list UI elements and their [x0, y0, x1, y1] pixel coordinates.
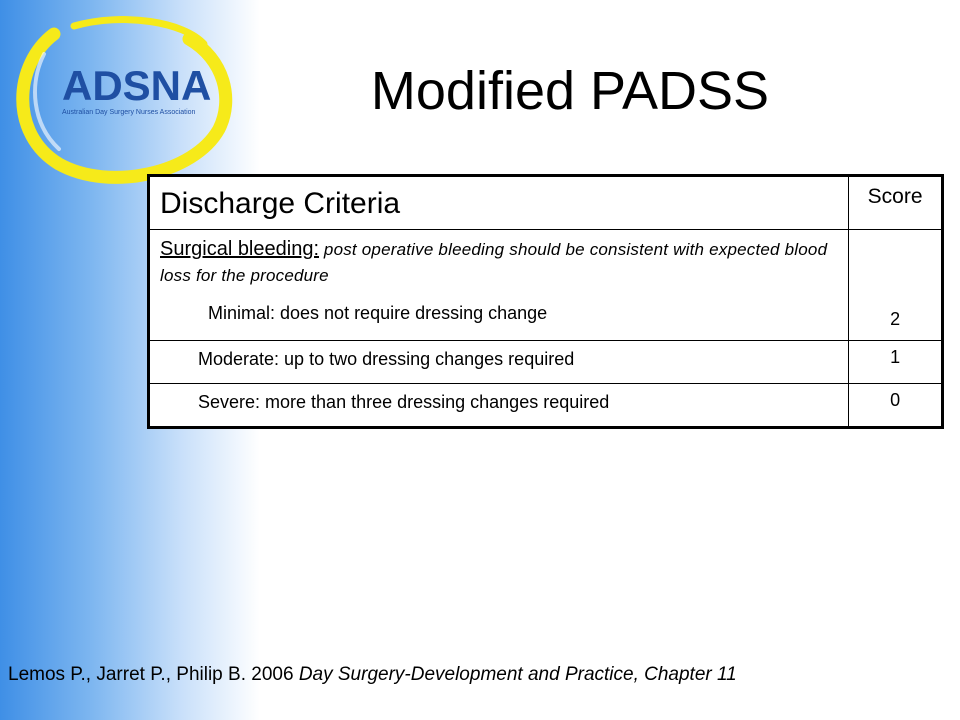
- bleeding-criteria-cell: [149, 230, 849, 341]
- discharge-criteria-table: [147, 174, 944, 429]
- header-discharge-criteria: Discharge Criteria: [149, 176, 849, 230]
- bleeding-heading: [160, 236, 840, 289]
- logo-wordmark: ADSNA: [62, 62, 212, 109]
- bleeding-label: Surgical bleeding:: [160, 238, 319, 260]
- moderate-option-cell: [149, 341, 849, 384]
- minimal-score: 2: [849, 230, 943, 341]
- slide-title: Modified PADSS: [370, 61, 770, 121]
- table-row-bleeding-minimal: [149, 230, 943, 341]
- severe-option-cell: [149, 384, 849, 428]
- citation-authors: Lemos P., Jarret P., Philip B. 2006: [8, 664, 299, 685]
- bleeding-description: post operative bleeding should be consistent with expected blood loss for the procedure: [160, 240, 828, 285]
- moderate-score: 1: [849, 341, 943, 384]
- moderate-option-text: Moderate: up to two dressing changes required: [198, 349, 575, 369]
- table-row-severe: [149, 384, 943, 428]
- table-header-row: [149, 176, 943, 230]
- citation: [8, 664, 958, 686]
- minimal-option-text: Minimal: does not require dressing change: [208, 303, 548, 323]
- logo-tagline: Australian Day Surgery Nurses Association: [62, 109, 196, 116]
- citation-book: Day Surgery-Development and Practice, Chapter 11: [298, 664, 737, 685]
- severe-option-text: Severe: more than three dressing changes required: [198, 392, 610, 412]
- header-score: Score: [849, 176, 943, 230]
- adsna-logo: [14, 14, 234, 184]
- severe-score: 0: [849, 384, 943, 428]
- table-row-moderate: [149, 341, 943, 384]
